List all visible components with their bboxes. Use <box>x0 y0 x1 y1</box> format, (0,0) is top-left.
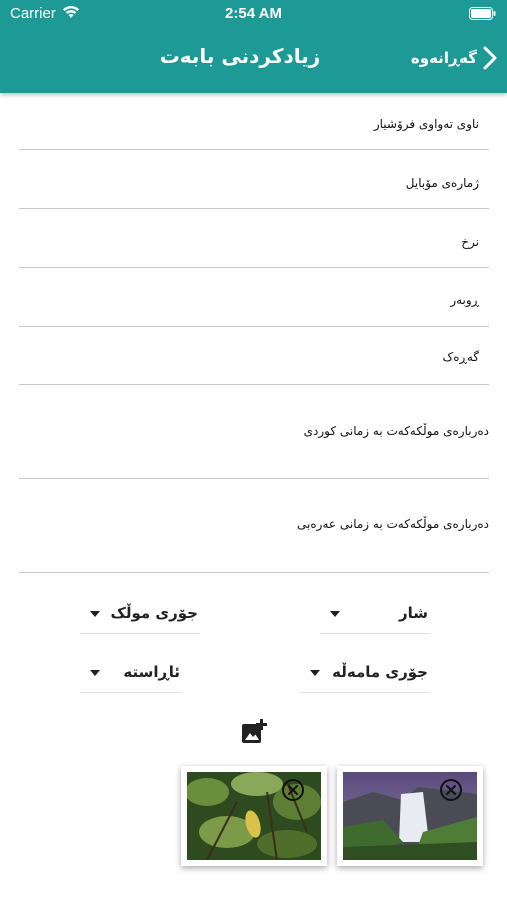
carrier-label: Carrier <box>10 5 56 22</box>
field-label: نرخ <box>461 235 479 249</box>
close-circle-icon[interactable] <box>439 778 463 802</box>
photo-thumbnail-waterfall[interactable] <box>337 766 483 866</box>
close-circle-icon[interactable] <box>281 778 305 802</box>
back-button[interactable] <box>377 40 497 76</box>
city-dropdown-label: شار <box>398 604 428 622</box>
caret-down-icon <box>310 670 320 676</box>
caret-down-icon <box>90 611 100 617</box>
field-label: ڕوبەر <box>450 293 479 307</box>
price-field[interactable] <box>19 209 489 268</box>
seller-name-field[interactable] <box>19 93 489 150</box>
neighborhood-field[interactable] <box>19 327 489 385</box>
mobile-number-field[interactable] <box>19 150 489 209</box>
area-field[interactable] <box>19 268 489 327</box>
property-type-dropdown[interactable] <box>80 594 200 634</box>
back-label: گەڕانەوە <box>410 49 477 67</box>
status-time: 2:54 AM <box>225 5 282 22</box>
field-label: ناوی تەواوی فرۆشیار <box>373 117 479 131</box>
chevron-right-icon <box>483 46 497 70</box>
page-title: زیادکردنی بابەت <box>159 44 321 68</box>
deal-type-dropdown-label: جۆری مامەڵە <box>332 663 428 681</box>
field-label: ژمارەی مۆبایل <box>405 176 479 190</box>
status-bar <box>0 0 507 28</box>
battery-icon <box>469 7 496 20</box>
navigation-header <box>0 0 507 93</box>
field-label: دەربارەی موڵکەکەت بە زمانی عەرەبی <box>297 517 489 531</box>
property-type-dropdown-label: جۆری موڵک <box>110 604 198 622</box>
direction-dropdown[interactable] <box>80 653 182 693</box>
description-arabic-field[interactable] <box>19 479 489 573</box>
deal-type-dropdown[interactable] <box>300 653 430 693</box>
field-label: دەربارەی موڵکەکەت بە زمانی کوردی <box>303 424 489 438</box>
caret-down-icon <box>90 670 100 676</box>
photo-thumbnail-leaves[interactable] <box>181 766 327 866</box>
caret-down-icon <box>330 611 340 617</box>
description-kurdish-field[interactable] <box>19 385 489 479</box>
add-photo-icon[interactable] <box>240 718 268 746</box>
city-dropdown[interactable] <box>320 594 430 634</box>
field-label: گەڕەک <box>442 350 479 364</box>
direction-dropdown-label: ئاڕاستە <box>123 663 180 681</box>
